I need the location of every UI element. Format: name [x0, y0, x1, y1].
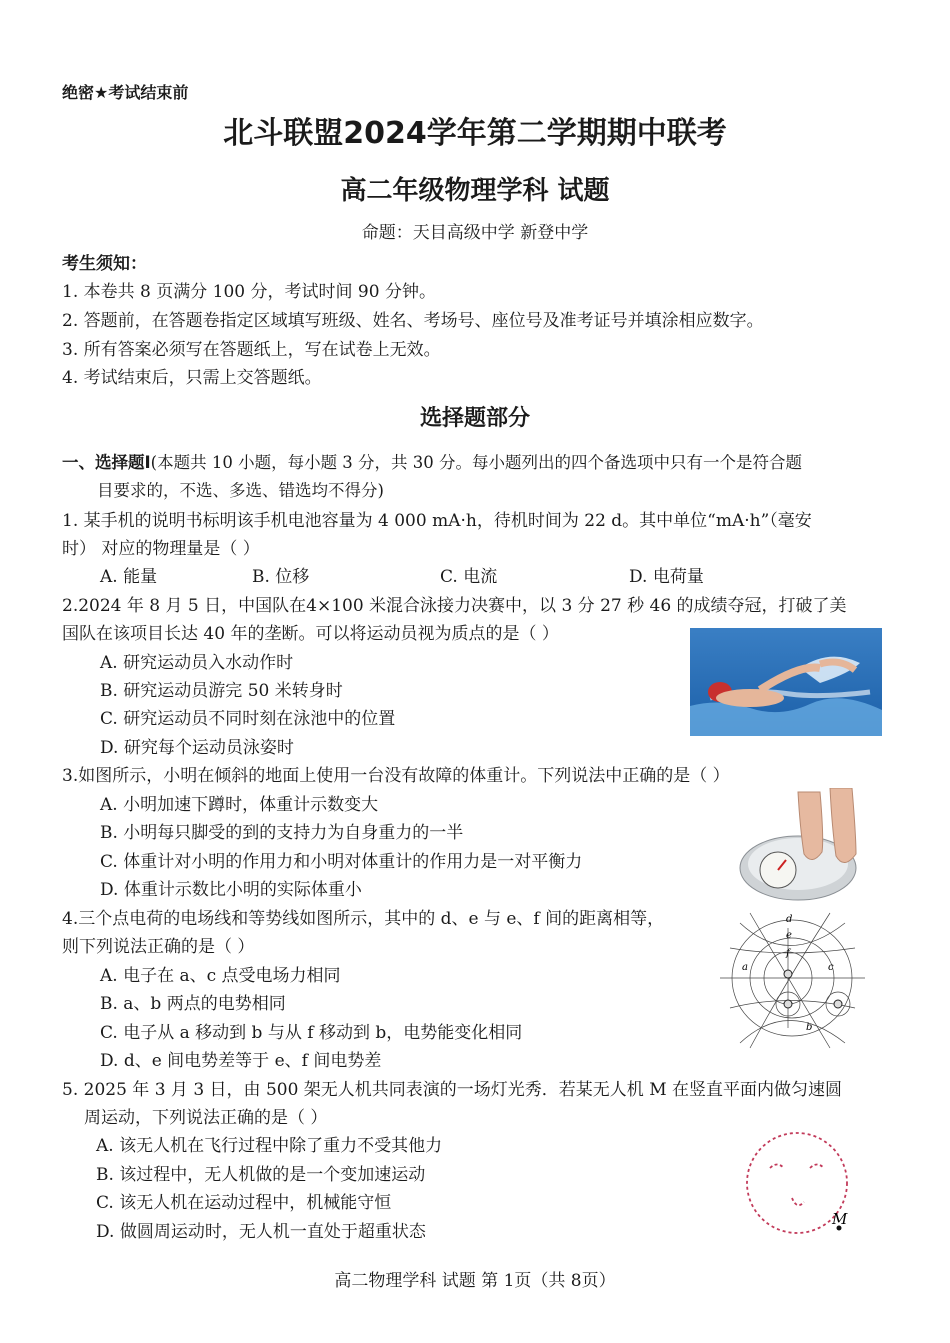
question-2-option-b: B. 研究运动员游完 50 米转身时	[100, 681, 343, 701]
notice-heading: 考生须知：	[62, 254, 147, 274]
field-label-b: b	[806, 1022, 813, 1033]
field-label-c: c	[828, 962, 834, 973]
question-4-option-c: C. 电子从 a 移动到 b 与从 f 移动到 b，电势能变化相同	[100, 1023, 523, 1043]
question-2-stem: 2.2024 年 8 月 5 日，中国队在4×100 米混合泳接力决赛中，以 3 分 27 秒 46 的成绩夺冠，打破了美	[62, 596, 847, 616]
question-4-option-d: D. d、e 间电势差等于 e、f 间电势差	[100, 1051, 382, 1071]
confidential-mark: 绝密★考试结束前	[62, 83, 189, 102]
question-1-option-b: B. 位移	[252, 567, 310, 587]
field-label-a: a	[742, 962, 748, 973]
question-1-stem-cont: 时） 对应的物理量是（ ）	[62, 539, 260, 559]
part-description-cont: 目要求的，不选、多选、错选均不得分)	[97, 481, 384, 500]
question-1-option-d: D. 电荷量	[629, 567, 704, 587]
part-label: 一、选择题Ⅰ	[62, 453, 151, 472]
question-4-option-a: A. 电子在 a、c 点受电场力相同	[100, 966, 341, 986]
swimmer-photo	[690, 628, 882, 736]
drone-label-m: M	[832, 1210, 848, 1228]
question-5-option-b: B. 该过程中，无人机做的是一个变加速运动	[96, 1165, 426, 1185]
question-4-stem: 4.三个点电荷的电场线和等势线如图所示，其中的 d、e 与 e、f 间的距离相等，	[62, 909, 665, 929]
notice-item: 4. 考试结束后，只需上交答题纸。	[62, 368, 322, 388]
field-label-d: d	[786, 914, 793, 925]
question-2-stem-cont: 国队在该项目长达 40 年的垄断。可以将运动员视为质点的是（ ）	[62, 624, 559, 644]
question-3-option-c: C. 体重计对小明的作用力和小明对体重计的作用力是一对平衡力	[100, 852, 583, 872]
drone-smiley-diagram	[740, 1128, 862, 1240]
question-2-option-d: D. 研究每个运动员泳姿时	[100, 738, 294, 758]
question-5-stem: 5. 2025 年 3 月 3 日，由 500 架无人机共同表演的一场灯光秀．若某无人机 M 在竖直平面内做匀速圆	[62, 1080, 843, 1100]
notice-item: 1. 本卷共 8 页满分 100 分，考试时间 90 分钟。	[62, 282, 436, 302]
question-5-option-d: D. 做圆周运动时，无人机一直处于超重状态	[96, 1222, 426, 1242]
question-3-option-a: A. 小明加速下蹲时，体重计示数变大	[100, 795, 379, 815]
bathroom-scale-photo	[738, 788, 872, 904]
question-5-option-a: A. 该无人机在飞行过程中除了重力不受其他力	[96, 1136, 443, 1156]
notice-item: 3. 所有答案必须写在答题纸上，写在试卷上无效。	[62, 340, 441, 360]
section-title: 选择题部分	[419, 406, 530, 431]
exam-title: 北斗联盟2024学年第二学期期中联考	[223, 116, 727, 151]
exam-subtitle: 高二年级物理学科 试题	[340, 176, 610, 206]
field-label-f: f	[786, 948, 790, 959]
question-4-stem-cont: 则下列说法正确的是（ ）	[62, 937, 255, 957]
question-5-option-c: C. 该无人机在运动过程中，机械能守恒	[96, 1193, 392, 1213]
question-2-option-c: C. 研究运动员不同时刻在泳池中的位置	[100, 709, 396, 729]
question-2-option-a: A. 研究运动员入水动作时	[100, 653, 294, 673]
electric-field-diagram	[720, 908, 865, 1056]
question-4-option-b: B. a、b 两点的电势相同	[100, 994, 286, 1014]
question-5-stem-cont: 周运动，下列说法正确的是（ ）	[84, 1108, 328, 1128]
question-1-option-c: C. 电流	[440, 567, 498, 587]
field-label-e: e	[786, 930, 792, 941]
part-heading	[62, 449, 802, 473]
part-description: (本题共 10 小题，每小题 3 分，共 30 分。每小题列出的四个备选项中只有一个是符合题	[150, 453, 803, 472]
notice-item: 2. 答题前，在答题卷指定区域填写班级、姓名、考场号、座位号及准考证号并填涂相应数字。	[62, 311, 764, 331]
page-footer: 高二物理学科 试题 第 1页（共 8页）	[334, 1271, 616, 1291]
question-3-option-d: D. 体重计示数比小明的实际体重小	[100, 880, 362, 900]
exam-authors: 命题：天目高级中学 新登中学	[361, 223, 589, 243]
question-1-option-a: A. 能量	[100, 567, 158, 587]
question-3-option-b: B. 小明每只脚受的到的支持力为自身重力的一半	[100, 823, 464, 843]
question-3-stem: 3.如图所示，小明在倾斜的地面上使用一台没有故障的体重计。下列说法中正确的是（ ）	[62, 766, 730, 786]
question-1-stem: 1. 某手机的说明书标明该手机电池容量为 4 000 mA·h，待机时间为 22 d。其中单位“mA·h”（毫安	[62, 511, 812, 531]
